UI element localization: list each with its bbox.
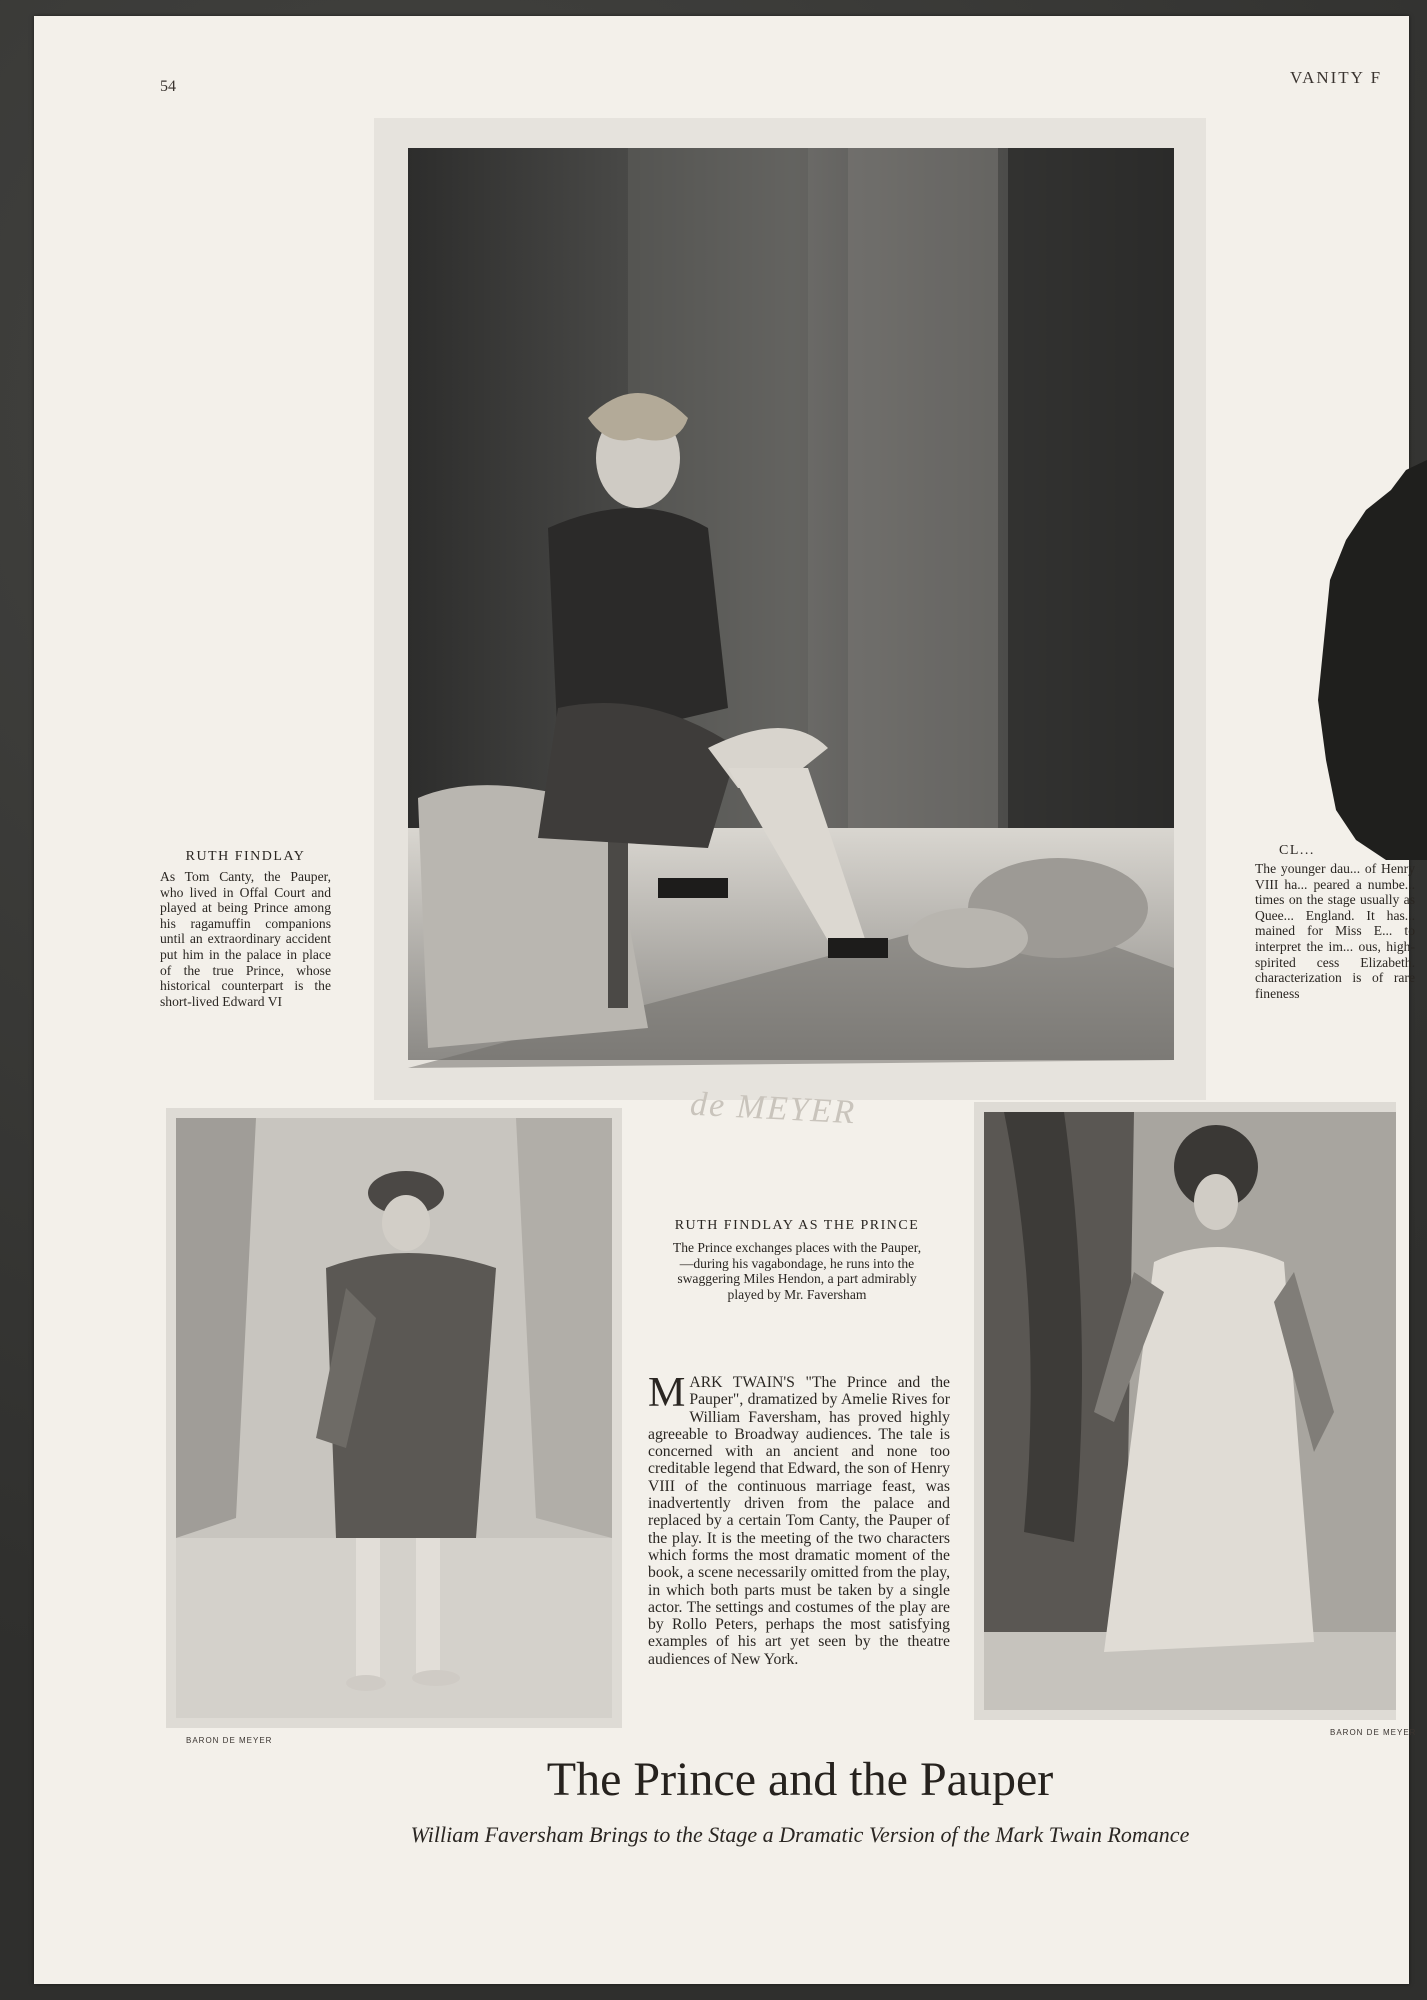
center-caption — [667, 1218, 927, 1302]
left-caption-title: RUTH FINDLAY — [185, 849, 306, 864]
bottom-left-photo-pauper-standing — [176, 1118, 612, 1718]
headline: The Prince and the Pauper — [546, 1753, 1054, 1806]
right-caption-title: CL... — [1279, 843, 1315, 858]
subheadline: William Faversham Brings to the Stage a Dramatic Version of the Mark Twain Romance — [410, 1822, 1190, 1847]
article-text: ARK TWAIN'S "The Prince and the Pauper", dramatized by Amelie Rives for William Faversham, has proved highly agreeable to Broadway audiences. The tale is concerned with an ancient and none too creditable legend that Edward, the son of Henry VIII of the continuous marriage feast, was inadvertently driven from the palace and replaced by a certain Tom Canty, the Pauper of the play. It is the meeting of the two characters which forms the most dramatic moment of the book, a scene necessarily omitted from the play, in which both parts must be taken by a single actor. The settings and costumes of the play are by Rollo Peters, perhaps the most satisfying examples of his art yet seen by the theatre audiences of New York. — [648, 1374, 950, 1668]
right-caption-body: The younger dau... of Henry VIII ha... peared a numbe... times on the stage usually as Quee... England. It has... mained for Miss E... to interpret the im... ous, high-spirited cess Elizabeth. characterization is of rare fineness — [1255, 861, 1415, 1001]
left-caption-body: As Tom Canty, the Pauper, who lived in Offal Court and played at being Prince among his ragamuffin companions until an extraordinary accident put him in the palace in place of the true Prince, whose historical counterpart is the short-lived Edward VI — [160, 869, 331, 1009]
article-dropcap: M — [648, 1370, 686, 1416]
right-caption — [1255, 843, 1415, 1001]
center-caption-title: RUTH FINDLAY AS THE PRINCE — [674, 1218, 920, 1233]
page-number: 54 — [160, 78, 176, 95]
running-head: VANITY F — [1290, 68, 1383, 87]
center-caption-body: The Prince exchanges places with the Pauper,—during his vagabondage, he runs into the swaggering Miles Hendon, a part admirably played by Mr. Faversham — [672, 1240, 922, 1302]
photographer-signature: de MEYER — [689, 1085, 858, 1132]
bottom-right-photo-princess — [984, 1112, 1396, 1710]
article-body — [648, 1370, 950, 1668]
photo-credit-left: BARON DE MEYER — [186, 1736, 273, 1745]
torn-page-edge — [1296, 460, 1427, 860]
photo-credit-right: BARON DE MEYER — [1330, 1728, 1417, 1737]
main-photo-prince-seated — [408, 148, 1174, 1060]
left-caption — [160, 849, 331, 1009]
